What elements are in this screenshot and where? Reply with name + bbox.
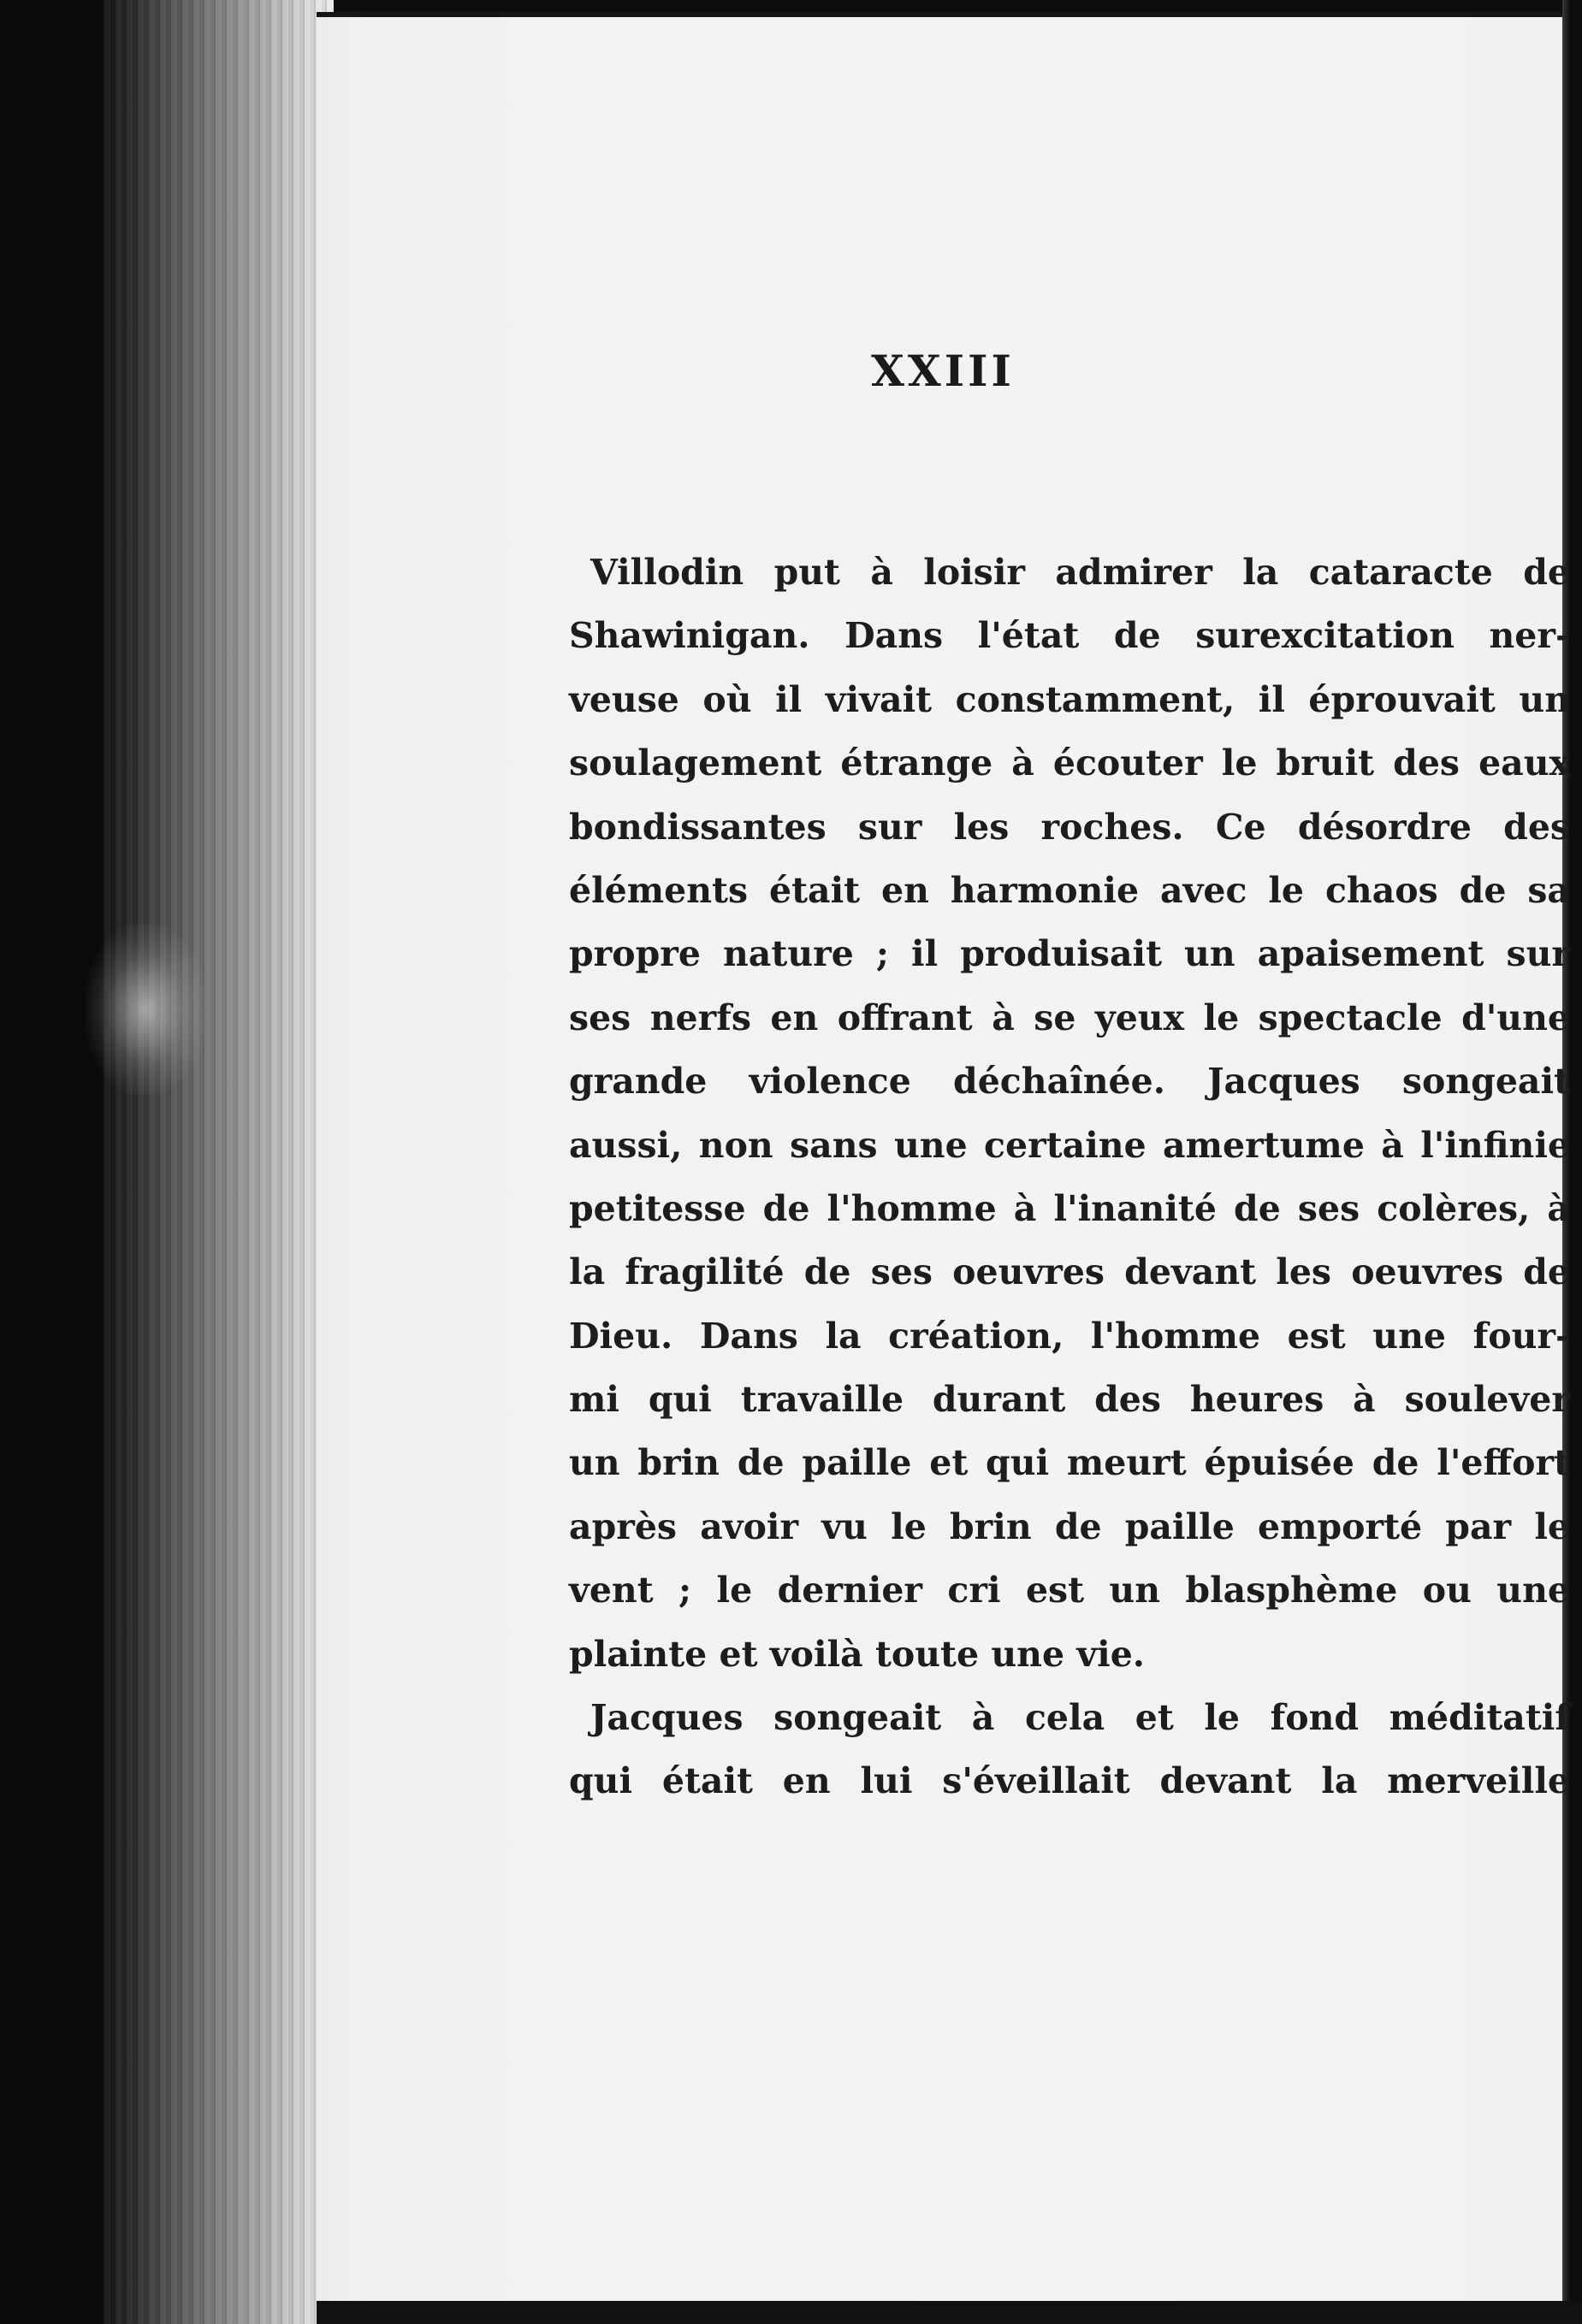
text-line: Jacques songeait à cela et le fond méditatif <box>590 1697 1570 1739</box>
gutter-glare <box>86 924 205 1095</box>
text-line: qui était en lui s'éveillait devant la merveille <box>569 1760 1570 1802</box>
scan-left-frame <box>0 0 110 2324</box>
text-line: propre nature ; il produisait un apaisement sur <box>569 933 1570 975</box>
text-line: aussi, non sans une certaine amertume à l'infinie <box>569 1124 1570 1166</box>
text-line: Shawinigan. Dans l'état de surexcitation ner- <box>569 615 1570 657</box>
paragraph <box>569 1686 1570 1813</box>
text-line: veuse où il vivait constamment, il éprouvait un <box>569 678 1570 720</box>
text-line: la fragilité de ses oeuvres devant les oeuvres de <box>569 1251 1570 1293</box>
text-line: mi qui travaille durant des heures à soulever <box>569 1379 1570 1421</box>
text-line: grande violence déchaînée. Jacques songeait <box>569 1061 1570 1103</box>
text-line: bondissantes sur les roches. Ce désordre des <box>569 806 1570 848</box>
chapter-number: XXIII <box>871 346 1015 396</box>
text-line: un brin de paille et qui meurt épuisée de l'effort <box>569 1442 1570 1484</box>
text-line: éléments était en harmonie avec le chaos de sa <box>569 869 1570 911</box>
text-line: Villodin put à loisir admirer la cataracte de <box>590 552 1570 593</box>
text-line: Dieu. Dans la création, l'homme est une four- <box>569 1315 1570 1357</box>
text-line: vent ; le dernier cri est un blasphème ou une <box>569 1570 1570 1611</box>
gutter-texture <box>103 0 334 2324</box>
text-line: ses nerfs en offrant à se yeux le spectacle d'une <box>569 996 1570 1038</box>
chapter-body <box>569 541 1570 1813</box>
paragraph <box>569 541 1570 1686</box>
text-line: soulagement étrange à écouter le bruit des eaux <box>569 742 1570 784</box>
text-line: petitesse de l'homme à l'inanité de ses colères, à <box>569 1187 1570 1229</box>
text-line: après avoir vu le brin de paille emporté par le <box>569 1505 1570 1547</box>
scan-bottom-edge <box>317 2301 1582 2324</box>
text-line: plainte et voilà toute une vie. <box>569 1633 1146 1675</box>
